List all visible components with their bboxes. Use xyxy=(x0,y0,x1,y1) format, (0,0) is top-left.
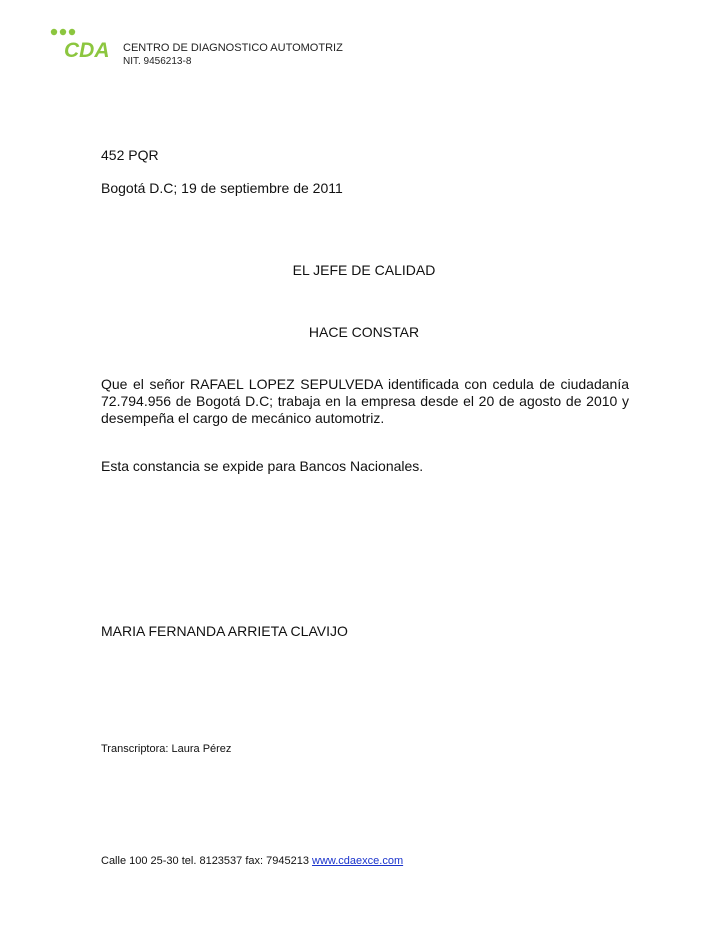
company-name: CENTRO DE DIAGNOSTICO AUTOMOTRIZ xyxy=(123,42,343,54)
place-and-date: Bogotá D.C; 19 de septiembre de 2011 xyxy=(101,180,343,196)
footer-address: Calle 100 25-30 tel. 8123537 fax: 7945213 xyxy=(101,855,309,867)
cda-logo xyxy=(48,24,112,62)
reference-number: 452 PQR xyxy=(101,147,159,163)
issuer-title xyxy=(0,262,728,279)
footer-contact xyxy=(101,855,403,868)
svg-text:CDA: CDA xyxy=(64,39,110,62)
certificate-purpose: Esta constancia se expide para Bancos Nacionales. xyxy=(101,458,424,474)
transcriber-note: Transcriptora: Laura Pérez xyxy=(101,743,232,755)
certificate-heading xyxy=(0,324,728,341)
certificate-body: Que el señor RAFAEL LOPEZ SEPULVEDA identificada con cedula de ciudadanía 72.794.956 de Bogotá D.C; trabaja en la empresa desde el 20 de agosto de 2010 y desempeña el cargo de mecánico automotriz. xyxy=(101,376,629,426)
certificate-heading-text: HACE CONSTAR xyxy=(308,324,420,340)
signer-name: MARIA FERNANDA ARRIETA CLAVIJO xyxy=(101,623,348,639)
footer-website-link[interactable]: www.cdaexce.com xyxy=(312,855,404,867)
company-nit: NIT. 9456213-8 xyxy=(123,56,192,67)
issuer-title-text: EL JEFE DE CALIDAD xyxy=(292,262,436,278)
